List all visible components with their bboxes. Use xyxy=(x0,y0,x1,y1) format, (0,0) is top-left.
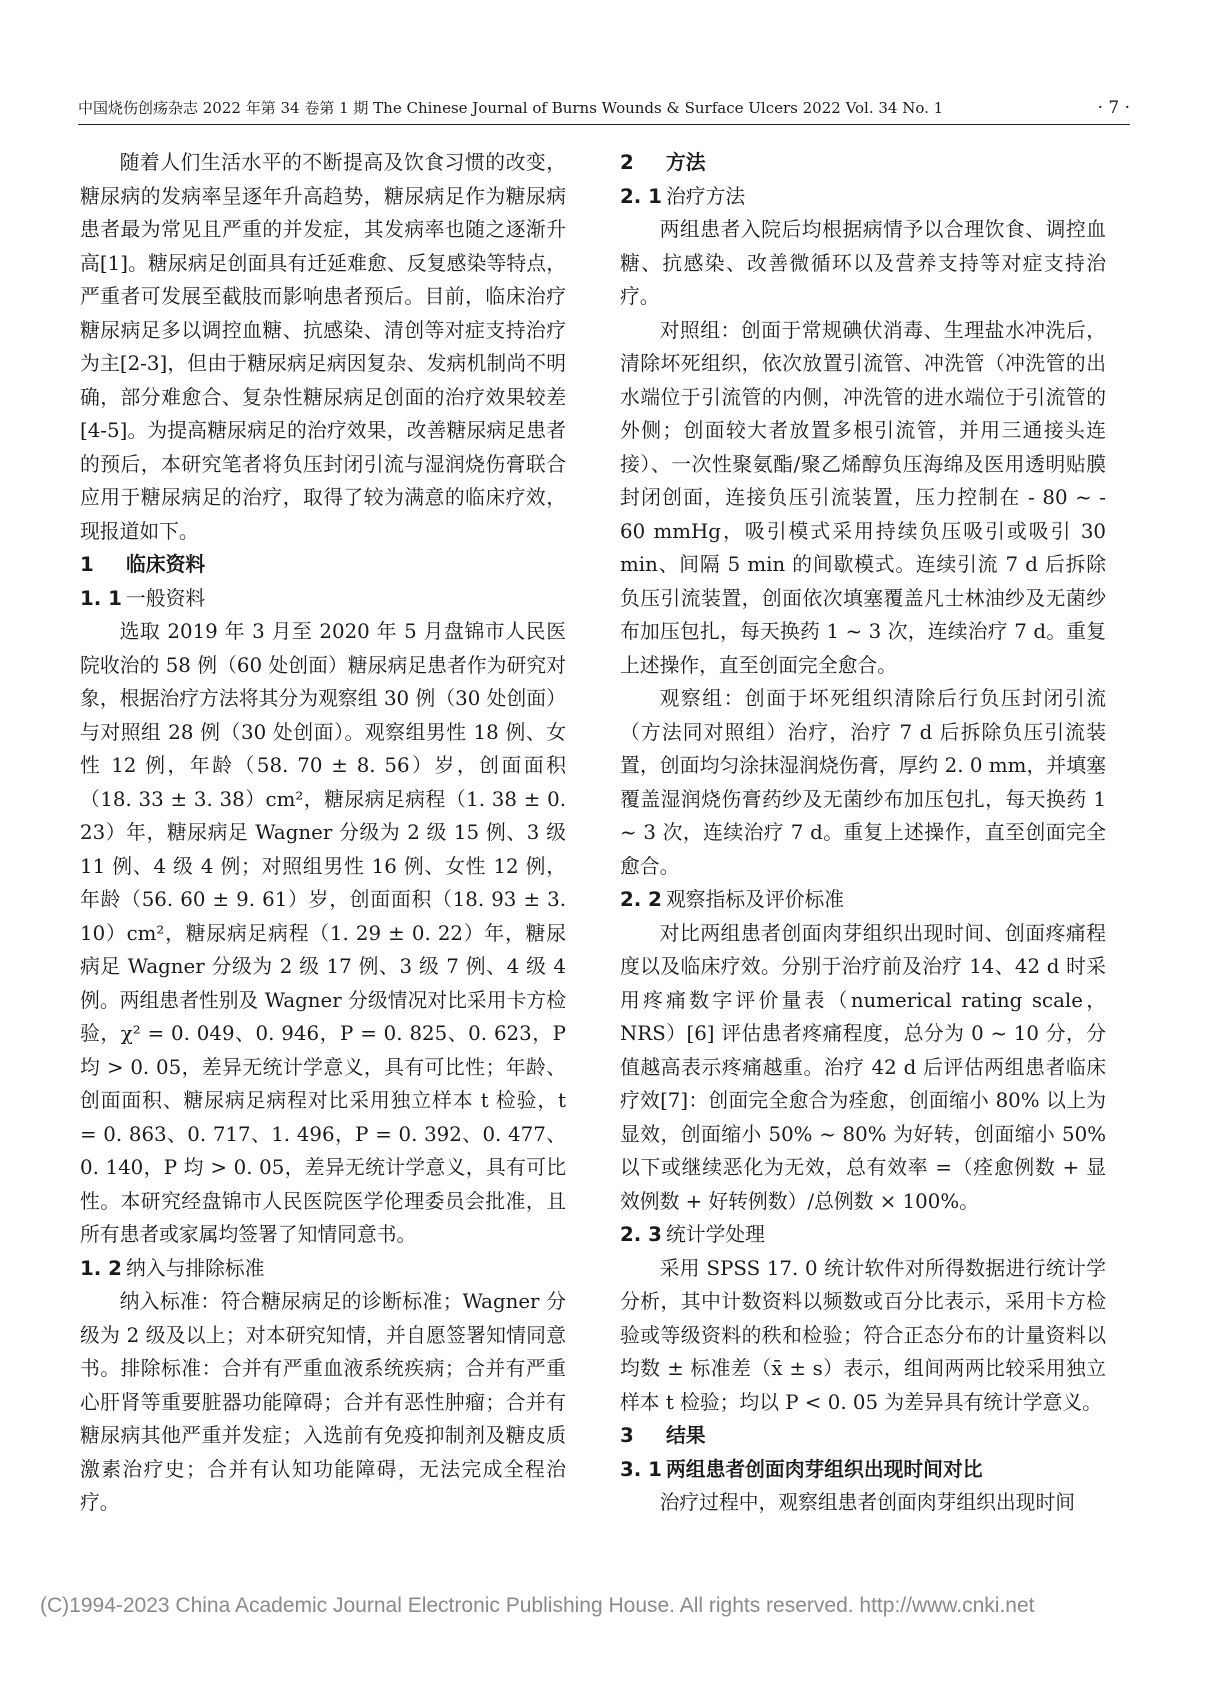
section-title: 一般资料 xyxy=(126,586,206,610)
treatment-paragraph: 两组患者入院后均根据病情予以合理饮食、调控血糖、抗感染、改善微循环以及营养支持等对症支持治疗。 xyxy=(620,218,1106,308)
section-title: 两组患者创面肉芽组织出现时间对比 xyxy=(666,1457,983,1481)
general-data-paragraph: 选取 2019 年 3 月至 2020 年 5 月盘锦市人民医院收治的 58 例（60 处创面）糖尿病足患者作为研究对象，根据治疗方法将其分为观察组 30 例（30 处创面）与对照组 28 例（30 处创面）。观察组男性 18 例、女性 12 例，年龄（58. 70 ± 8. 56）岁，创面面积（18. 33 ± 3. 38）cm²，糖尿病足病程（1. 38 ± 0. 23）年，糖尿病足 Wagner 分级为 2 级 15 例、3 级 11 例、4 级 4 例；对照组男性 16 例、女性 12 例，年龄（56. 60 ± 9. 61）岁，创面面积（18. 93 ± 3. 10）cm²，糖尿病足病程（1. 29 ± 0. 22）年，糖尿病足 Wagner 分级为 2 级 17 例、3 级 7 例、4 级 4 例。两组患者性别及 Wagner 分级情况对比采用卡方检验，χ² = 0. 049、0. 946，P = 0. 825、0. 623，P 均 > 0. 05，差异无统计学意义，具有可比性；年龄、创面面积、糖尿病足病程对比采用独立样本 t 检验，t = 0. 863、0. 717、1. 496，P = 0. 392、0. 477、0. 140，P 均 > 0. 05，差异无统计学意义，具有可比性。本研究经盘锦市人民医院医学伦理委员会批准，且所有患者或家属均签署了知情同意书。 xyxy=(80,620,566,1246)
criteria-paragraph: 纳入标准：符合糖尿病足的诊断标准；Wagner 分级为 2 级及以上；对本研究知情，并自愿签署知情同意书。排除标准：合并有严重血液系统疾病；合并有严重心肝肾等重要脏器功能障碍；合并有恶性肿瘤；合并有糖尿病其他严重并发症；入选前有免疫抑制剂及糖皮质激素治疗史；合并有认知功能障碍，无法完成全程治疗。 xyxy=(80,1290,566,1514)
section-title: 纳入与排除标准 xyxy=(126,1256,265,1280)
section-2-heading xyxy=(620,146,1106,180)
section-title: 观察指标及评价标准 xyxy=(666,888,845,911)
journal-citation: 中国烧伤创疡杂志 2022 年第 34 卷第 1 期 The Chinese Journal of Burns Wounds & Surface Ulcers 2022 Vol. 34 No. 1 xyxy=(78,99,944,117)
right-column xyxy=(620,146,1106,1520)
section-title: 临床资料 xyxy=(126,553,206,576)
section-title: 治疗方法 xyxy=(666,184,746,208)
page-number: · 7 · xyxy=(1097,98,1130,118)
section-1-heading xyxy=(80,548,566,582)
section-2-3-heading xyxy=(620,1218,1106,1252)
section-number: 3. 1 xyxy=(620,1457,662,1481)
section-number: 3 xyxy=(620,1424,634,1447)
section-number: 1 xyxy=(80,553,94,576)
section-number: 1. 2 xyxy=(80,1256,122,1280)
section-number: 2. 2 xyxy=(620,888,662,911)
section-title: 统计学处理 xyxy=(666,1223,765,1246)
control-group-paragraph: 对照组：创面于常规碘伏消毒、生理盐水冲洗后，清除坏死组织，依次放置引流管、冲洗管（冲洗管的出水端位于引流管的内侧，冲洗管的进水端位于引流管的外侧；创面较大者放置多根引流管，并用三通接头连接）、一次性聚氨酯/聚乙烯醇负压海绵及医用透明贴膜封闭创面，连接负压引流装置，压力控制在 - 80 ~ - 60 mmHg，吸引模式采用持续负压吸引或吸引 30 min、间隔 5 min 的间歇模式。连续引流 7 d 后拆除负压引流装置，创面依次填塞覆盖凡士林油纱及无菌纱布加压包扎，每天换药 1 ~ 3 次，连续治疗 7 d。重复上述操作，直至创面完全愈合。 xyxy=(620,318,1106,677)
section-1-1-heading xyxy=(80,582,566,616)
indicator-paragraph: 对比两组患者创面肉芽组织出现时间、创面疼痛程度以及临床疗效。分别于治疗前及治疗 14、42 d 时采用疼痛数字评价量表（numerical rating scale，NRS）[6] 评估患者疼痛程度，总分为 0 ~ 10 分，分值越高表示疼痛越重。治疗 42 d 后评估两组患者临床疗效[7]：创面完全愈合为痊愈，创面缩小 80% 以上为显效，创面缩小 50% ~ 80% 为好转，创面缩小 50% 以下或继续恶化为无效，总有效率 =（痊愈例数 + 显效例数 + 好转例数）/总例数 × 100%。 xyxy=(620,921,1106,1213)
section-title: 方法 xyxy=(666,151,706,174)
header-rule xyxy=(78,124,1130,125)
section-2-1-heading xyxy=(620,180,1106,214)
section-number: 2. 3 xyxy=(620,1223,662,1246)
section-3-1-heading xyxy=(620,1453,1106,1487)
intro-paragraph: 随着人们生活水平的不断提高及饮食习惯的改变，糖尿病的发病率呈逐年升高趋势，糖尿病足作为糖尿病患者最为常见且严重的并发症，其发病率也随之逐渐升高[1]。糖尿病足创面具有迁延难愈、反复感染等特点，严重者可发展至截肢而影响患者预后。目前，临床治疗糖尿病足多以调控血糖、抗感染、清创等对症支持治疗为主[2-3]，但由于糖尿病足病因复杂、发病机制尚不明确，部分难愈合、复杂性糖尿病足创面的治疗效果较差[4-5]。为提高糖尿病足的治疗效果，改善糖尿病足患者的预后，本研究笔者将负压封闭引流与湿润烧伤膏联合应用于糖尿病足的治疗，取得了较为满意的临床疗效，现报道如下。 xyxy=(80,151,566,543)
section-number: 2. 1 xyxy=(620,184,662,208)
running-header xyxy=(78,97,1130,119)
result-paragraph: 治疗过程中，观察组患者创面肉芽组织出现时间 xyxy=(659,1491,1076,1514)
copyright-footer: (C)1994-2023 China Academic Journal Electronic Publishing House. All rights reserved. http://www.cnki.net xyxy=(40,1594,1035,1617)
section-title: 结果 xyxy=(666,1424,706,1447)
section-number: 2 xyxy=(620,151,634,174)
section-1-2-heading xyxy=(80,1252,566,1286)
observation-group-paragraph: 观察组：创面于坏死组织清除后行负压封闭引流（方法同对照组）治疗，治疗 7 d 后拆除负压引流装置，创面均匀涂抹湿润烧伤膏，厚约 2. 0 mm，并填塞覆盖湿润烧伤膏药纱及无菌纱布加压包扎，每天换药 1 ~ 3 次，连续治疗 7 d。重复上述操作，直至创面完全愈合。 xyxy=(620,687,1106,878)
left-column xyxy=(80,146,566,1520)
section-number: 1. 1 xyxy=(80,586,122,610)
section-3-heading xyxy=(620,1419,1106,1453)
section-2-2-heading xyxy=(620,883,1106,917)
statistics-paragraph: 采用 SPSS 17. 0 统计软件对所得数据进行统计学分析，其中计数资料以频数或百分比表示，采用卡方检验或等级资料的秩和检验；符合正态分布的计量资料以均数 ± 标准差（x̄ ± s）表示，组间两两比较采用独立样本 t 检验；均以 P < 0. 05 为差异具有统计学意义。 xyxy=(620,1256,1106,1414)
